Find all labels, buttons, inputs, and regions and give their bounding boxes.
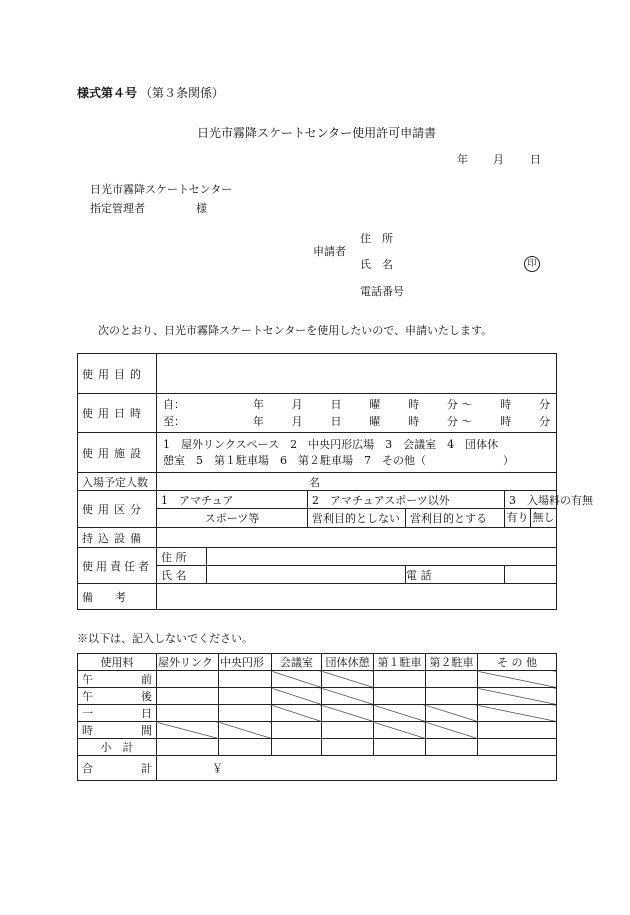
- purpose-label: 使用目的: [78, 354, 157, 394]
- fee-cell: [426, 739, 478, 756]
- fee-cell: [478, 739, 557, 756]
- fee-cell: [219, 705, 272, 722]
- fee-cell-na: [426, 705, 478, 722]
- to-end-hour: 時: [500, 415, 512, 428]
- category-fee-cell: [505, 509, 557, 528]
- attendance-field[interactable]: [157, 473, 557, 491]
- fee-row-hour-b: 間: [141, 724, 152, 737]
- fee-cell-na: [478, 671, 557, 688]
- fee-row-day-b: 日: [141, 707, 152, 720]
- from-minute: 分 ～: [446, 398, 473, 411]
- responsible-label: 使用責任者: [78, 548, 157, 584]
- fee-cell: [157, 705, 219, 722]
- fee-header-meeting-room: 会議室: [272, 654, 322, 671]
- fee-cell-na: [374, 722, 426, 739]
- resp-address-label: 住 所: [157, 548, 207, 566]
- from-end-minute: 分: [539, 398, 550, 411]
- applicant-address: 住 所: [360, 232, 393, 245]
- fee-subtotal-label: 小 計: [78, 739, 157, 756]
- to-prefix: 至：: [163, 415, 185, 428]
- fee-cell: [272, 722, 322, 739]
- to-end-minute: 分: [539, 415, 550, 428]
- fee-cell: [219, 688, 272, 705]
- fee-cell: [157, 671, 219, 688]
- attendance-label: 入場予定人数: [78, 473, 157, 491]
- fee-cell: [322, 739, 374, 756]
- fee-cell: [374, 739, 426, 756]
- category-non-profit[interactable]: 営利目的としない: [308, 509, 406, 528]
- fee-row-day-a: 一: [82, 707, 93, 720]
- intro-text: 次のとおり、日光市霧降スケートセンターを使用したいので、申請いたします。: [98, 324, 493, 337]
- equipment-field[interactable]: [157, 528, 557, 548]
- fee-cell-na: [322, 688, 374, 705]
- fee-row-afternoon-a: 午: [82, 690, 93, 703]
- fee-cell-na: [426, 722, 478, 739]
- date-day: 日: [530, 153, 541, 166]
- addressee: 日光市霧降スケートセンター: [90, 183, 233, 196]
- applicant-phone: 電話番号: [360, 285, 404, 298]
- fee-cell-na: [272, 671, 322, 688]
- category-sports[interactable]: スポーツ等: [157, 509, 308, 528]
- datetime-label: 使用日時: [78, 394, 157, 433]
- date-year: 年: [457, 153, 468, 166]
- fee-no[interactable]: 無し: [532, 511, 555, 524]
- fee-header-rest-room: 団体休憩: [322, 654, 374, 671]
- fee-row-afternoon-b: 後: [141, 690, 152, 703]
- to-year: 年: [252, 415, 264, 428]
- equipment-label: 持込設備: [78, 528, 157, 548]
- fee-cell-na: [157, 722, 219, 739]
- applicant-label: 申請者: [313, 245, 346, 258]
- fee-row-afternoon-label: [78, 688, 157, 705]
- yen-symbol: ￥: [212, 762, 223, 775]
- fee-cell: [374, 688, 426, 705]
- to-weekday: 曜: [369, 415, 381, 428]
- fee-cell: [219, 739, 272, 756]
- addressee-honorific: 様: [196, 202, 207, 215]
- fee-total-b: 計: [141, 762, 152, 775]
- fee-cell-na: [219, 722, 272, 739]
- from-month: 月: [291, 398, 303, 411]
- remarks-label: 備 考: [78, 584, 157, 610]
- date-month: 月: [493, 153, 504, 166]
- fee-cell: [272, 739, 322, 756]
- to-hour: 時: [408, 415, 420, 428]
- office-use-note: ※以下は、記入しないでください。: [77, 632, 253, 645]
- fee-cell-na: [322, 671, 374, 688]
- fee-total-label: [78, 756, 157, 781]
- fee-cell-na: [272, 688, 322, 705]
- fee-row-morning-a: 午: [82, 673, 93, 686]
- application-table: [77, 353, 593, 610]
- purpose-field[interactable]: [157, 354, 557, 394]
- fee-cell-na: [374, 705, 426, 722]
- fee-table: [77, 653, 557, 781]
- from-year: 年: [252, 398, 264, 411]
- category-non-amateur[interactable]: 2 アマチュアスポーツ以外: [308, 491, 505, 509]
- fee-cell-na: [478, 688, 557, 705]
- fee-total-field: [157, 756, 557, 781]
- fee-cell-na: [272, 705, 322, 722]
- fee-cell: [426, 688, 478, 705]
- fee-cell: [426, 671, 478, 688]
- fee-cell-na: [322, 705, 374, 722]
- fee-header-other: そ の 他: [478, 654, 557, 671]
- category-amateur[interactable]: 1 アマチュア: [157, 491, 308, 509]
- fee-cell: [157, 688, 219, 705]
- datetime-field[interactable]: [157, 394, 557, 433]
- fee-header-parking-2: 第２駐車: [426, 654, 478, 671]
- datetime-from-row: [163, 396, 550, 413]
- form-number: 様式第４号: [77, 86, 138, 100]
- fee-header-central-plaza: 中央円形: [219, 654, 272, 671]
- addressee-manager: 指定管理者: [90, 202, 145, 215]
- fee-yes[interactable]: 有り: [505, 509, 531, 527]
- from-weekday: 曜: [369, 398, 381, 411]
- fee-header-fee: 使用料: [78, 654, 157, 671]
- fee-row-morning-label: [78, 671, 157, 688]
- fee-row-hour-label: [78, 722, 157, 739]
- category-profit[interactable]: 営利目的とする: [406, 509, 505, 528]
- resp-name-field[interactable]: [207, 566, 406, 584]
- from-hour: 時: [408, 398, 420, 411]
- page-title: 日光市霧降スケートセンター使用許可申請書: [197, 126, 437, 140]
- fee-cell: [478, 722, 557, 739]
- fee-total-a: 合: [82, 762, 93, 775]
- fee-row-hour-a: 時: [82, 724, 93, 737]
- fee-header-parking-1: 第１駐車: [374, 654, 426, 671]
- resp-phone-label: 電 話: [406, 566, 505, 584]
- to-minute: 分 ～: [446, 415, 473, 428]
- category-label: 使用区分: [78, 491, 157, 528]
- from-end-hour: 時: [500, 398, 512, 411]
- attendance-unit: 名: [309, 475, 320, 489]
- resp-address-field[interactable]: [207, 548, 557, 566]
- category-admission-fee[interactable]: 3 入場料の有無: [505, 491, 557, 509]
- fee-cell: [322, 722, 374, 739]
- facility-line-2: 憩室 5 第１駐車場 6 第２駐車場 7 その他（ ）: [163, 453, 514, 467]
- applicant-name: 氏 名: [360, 258, 393, 271]
- fee-cell: [219, 671, 272, 688]
- fee-header-outdoor-rink: 屋外リンク: [157, 654, 219, 671]
- fee-cell-na: [478, 705, 557, 722]
- resp-name-label: 氏 名: [157, 566, 207, 584]
- fee-cell: [374, 671, 426, 688]
- remarks-field[interactable]: [157, 584, 557, 610]
- fee-cell: [157, 739, 219, 756]
- fee-row-morning-b: 前: [141, 673, 152, 686]
- facility-field[interactable]: [157, 433, 557, 473]
- from-prefix: 自：: [163, 398, 185, 411]
- to-month: 月: [291, 415, 303, 428]
- seal-mark: 印: [524, 256, 540, 272]
- facility-line-1: 1 屋外リンクスペース 2 中央円形広場 3 会議室 4 団体休: [163, 437, 499, 451]
- form-relation: （第３条関係）: [140, 86, 225, 100]
- datetime-to-row: [163, 413, 550, 430]
- facility-label: 使用施設: [78, 433, 157, 473]
- to-day: 日: [330, 415, 342, 428]
- resp-phone-field[interactable]: [505, 566, 557, 584]
- fee-row-day-label: [78, 705, 157, 722]
- from-day: 日: [330, 398, 342, 411]
